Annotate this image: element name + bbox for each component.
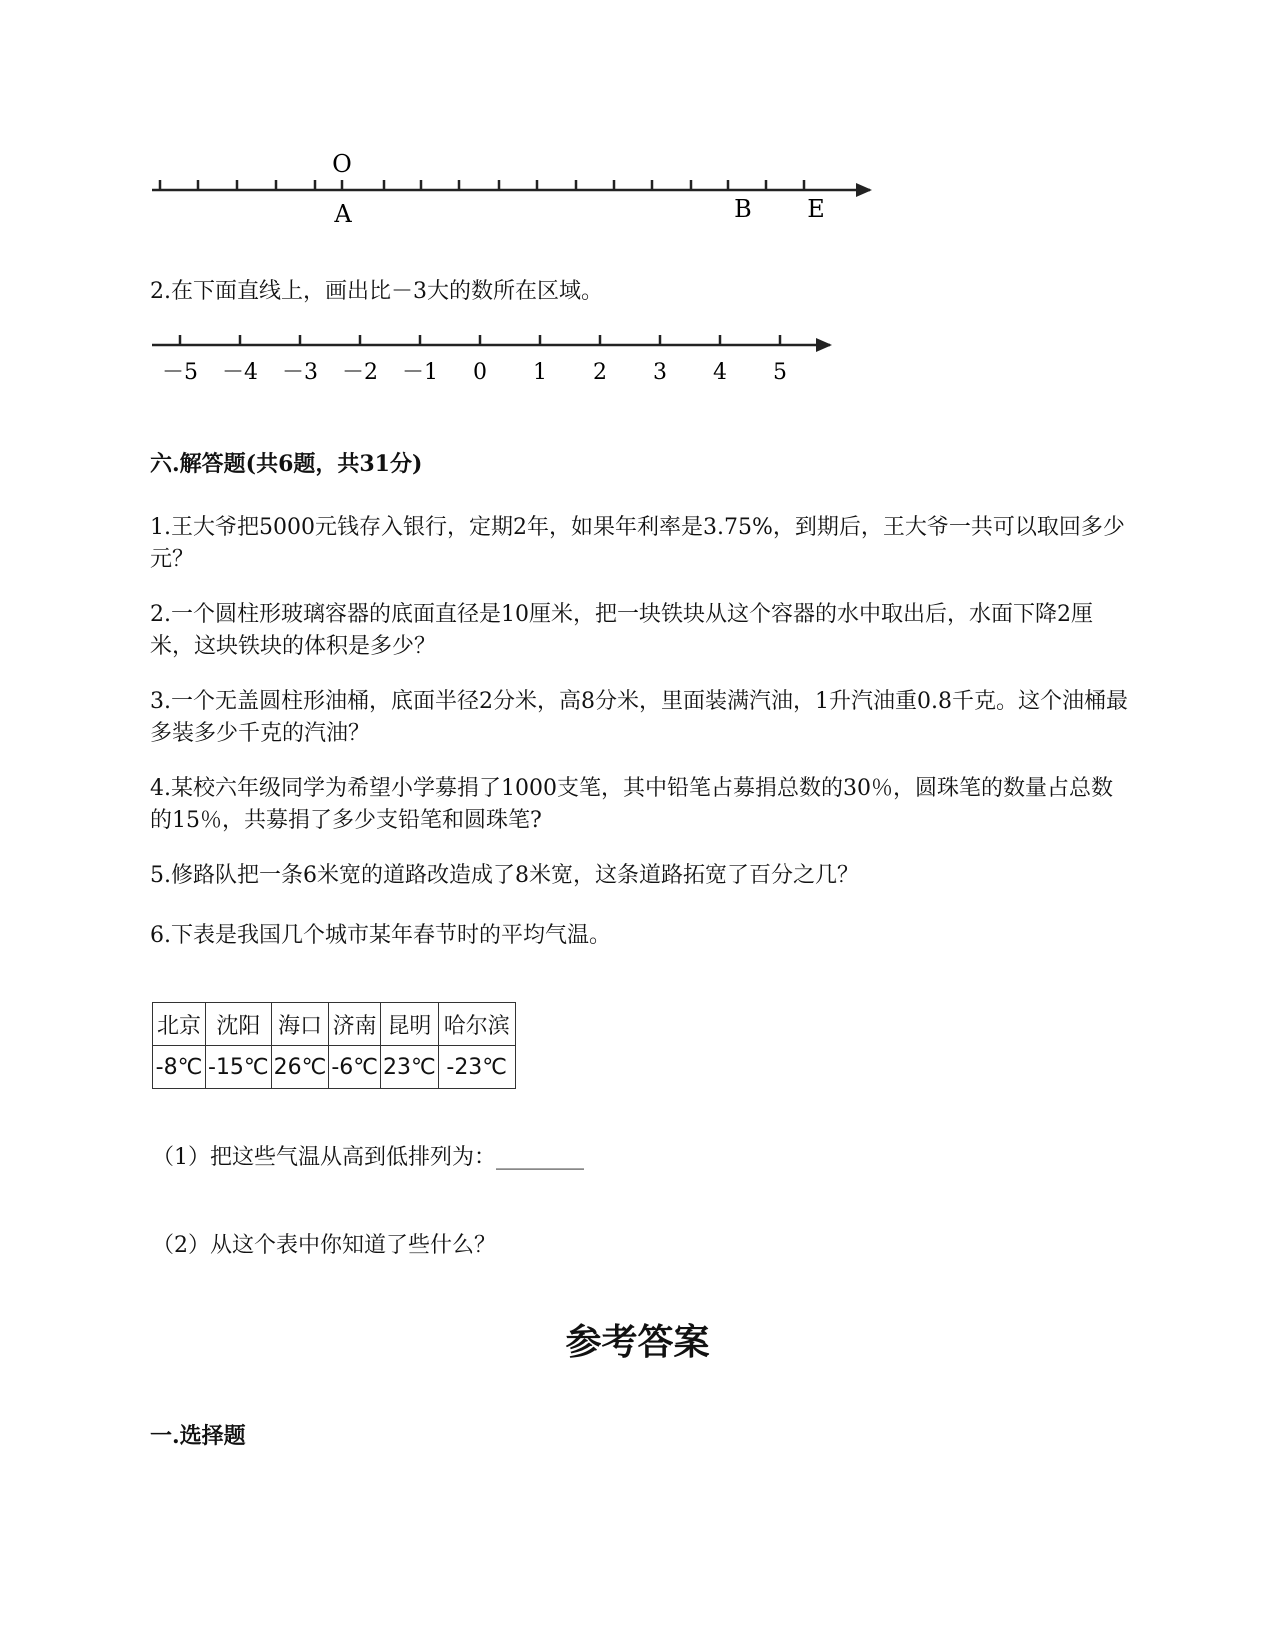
point-a-label: A — [334, 200, 352, 228]
number-line-2-tick-label: 4 — [713, 360, 727, 385]
city-cell: 昆明 — [381, 1003, 439, 1046]
temperature-table — [152, 1002, 516, 1089]
city-cell: 济南 — [329, 1003, 381, 1046]
number-line-2-tick-label: 5 — [773, 360, 787, 385]
table-row-temps — [153, 1046, 516, 1089]
city-cell: 沈阳 — [206, 1003, 272, 1046]
point-e-label: E — [807, 195, 825, 223]
number-line-2-tick-label: －5 — [162, 360, 198, 385]
number-line-2-tick-label: 2 — [593, 360, 607, 385]
number-line-2 — [0, 325, 900, 395]
answers-section-1: 一.选择题 — [150, 1423, 246, 1449]
question-4: 4.某校六年级同学为希望小学募捐了1000支笔，其中铅笔占募捐总数的30％，圆珠笔的数量占总数的15％，共募捐了多少支铅笔和圆珠笔? — [150, 776, 1113, 833]
sub-question-1: （1）把这些气温从高到低排列为：________ — [152, 1145, 584, 1170]
question-1: 1.王大爷把5000元钱存入银行，定期2年，如果年利率是3.75%，到期后，王大爷一共可以取回多少元？ — [150, 515, 1125, 572]
question-2: 2.一个圆柱形玻璃容器的底面直径是10厘米，把一块铁块从这个容器的水中取出后，水面下降2厘米，这块铁块的体积是多少？ — [150, 602, 1093, 659]
number-line-2-arrow — [816, 338, 832, 352]
number-line-2-tick-label: －4 — [222, 360, 258, 385]
temp-cell: 23℃ — [381, 1046, 439, 1089]
point-b-label: B — [734, 195, 752, 223]
number-line-1 — [0, 140, 900, 230]
temp-cell: -8℃ — [153, 1046, 206, 1089]
number-line-1-ticks — [160, 180, 804, 190]
temp-cell: -15℃ — [206, 1046, 272, 1089]
sub-question-2: （2）从这个表中你知道了些什么？ — [152, 1233, 496, 1258]
temp-cell: -6℃ — [329, 1046, 381, 1089]
temp-cell: 26℃ — [271, 1046, 329, 1089]
question-6: 6.下表是我国几个城市某年春节时的平均气温。 — [150, 923, 611, 948]
city-cell: 北京 — [153, 1003, 206, 1046]
city-cell: 海口 — [271, 1003, 329, 1046]
city-cell: 哈尔滨 — [438, 1003, 515, 1046]
table-row-cities — [153, 1003, 516, 1046]
answers-title: 参考答案 — [565, 1321, 710, 1363]
number-line-2-tick-label: 3 — [653, 360, 667, 385]
question-3: 3.一个无盖圆柱形油桶，底面半径2分米，高8分米，里面装满汽油，1升汽油重0.8千克。这个油桶最多装多少千克的汽油？ — [150, 689, 1128, 746]
number-line-2-tick-label: －3 — [282, 360, 318, 385]
point-o-label: O — [332, 150, 352, 178]
number-line-2-tick-label: 0 — [473, 360, 487, 385]
number-line-2-tick-label: －1 — [402, 360, 438, 385]
number-line-2-tick-label: 1 — [533, 360, 547, 385]
section6-heading: 六.解答题(共6题，共31分) — [150, 451, 423, 477]
temp-cell: -23℃ — [438, 1046, 515, 1089]
number-line-2-ticks — [162, 335, 787, 385]
q2-prompt: 2.在下面直线上，画出比－3大的数所在区域。 — [150, 279, 603, 304]
number-line-1-arrow — [856, 183, 872, 197]
number-line-2-tick-label: －2 — [342, 360, 378, 385]
question-5: 5.修路队把一条6米宽的道路改造成了8米宽，这条道路拓宽了百分之几？ — [150, 863, 859, 888]
